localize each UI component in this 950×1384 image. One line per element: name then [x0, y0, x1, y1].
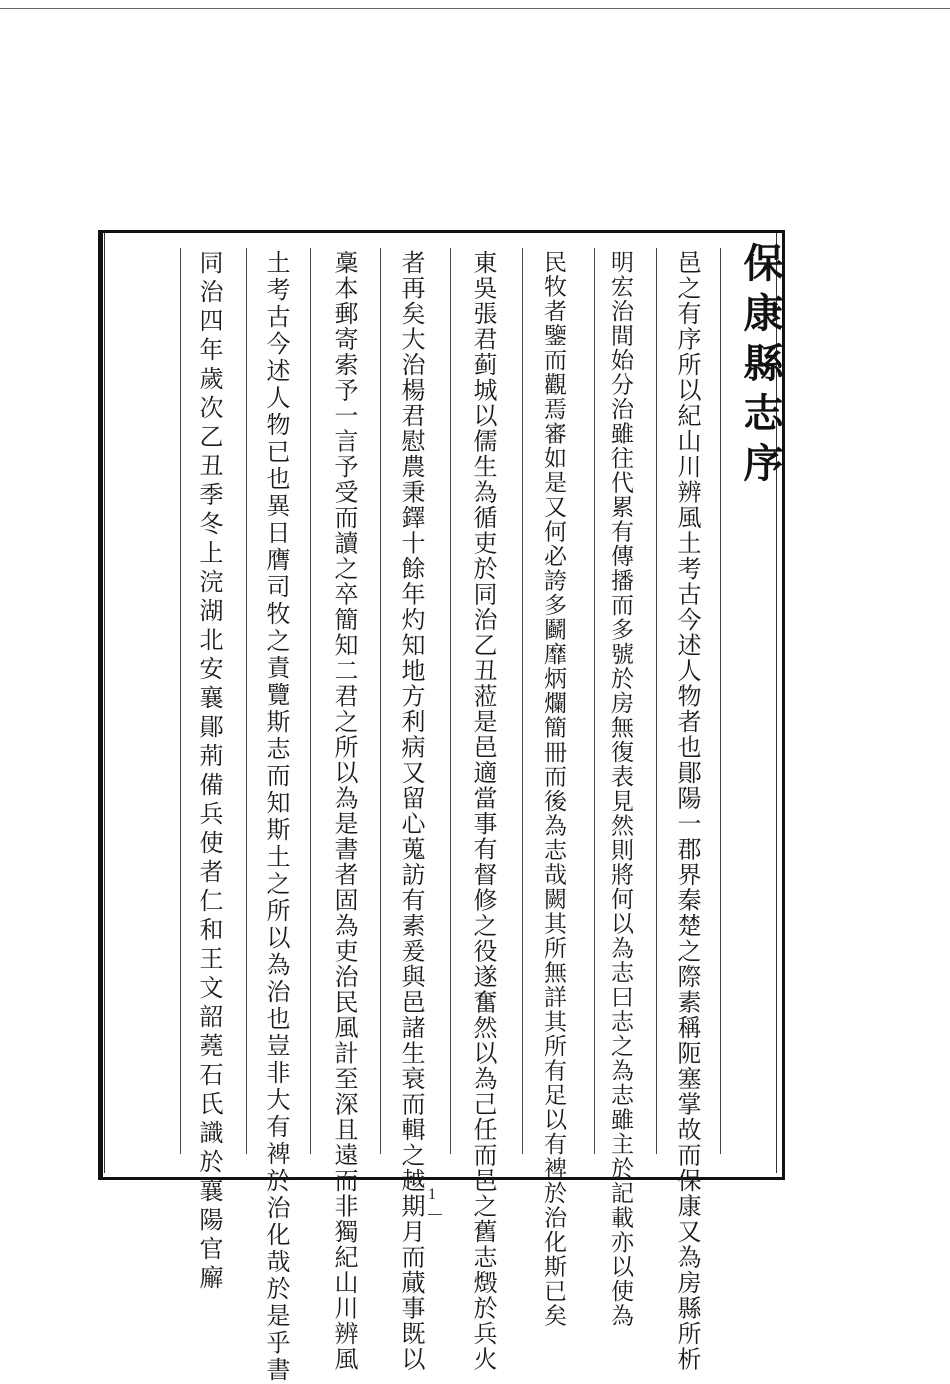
- column-rule: [380, 248, 381, 1154]
- column-rule: [180, 248, 181, 1154]
- text-column: 者再矣大治楊君慰農秉鐸十餘年灼知地方利病又留心蒐訪有素爰與邑諸生衰而輯之越期月而蕆事既以: [397, 250, 425, 1372]
- column-rule: [522, 248, 523, 1154]
- text-column: 東吳張君蓟城以儒生為循吏於同治乙丑蒞是邑適當事有督修之役遂奮然以為己任而邑之舊志燬於兵火: [469, 250, 497, 1372]
- top-rule: [0, 8, 950, 9]
- text-column: 同治四年歲次乙丑季冬上浣湖北安襄鄖荊備兵使者仁和王文韶蕘石氏識於襄陽官廨: [195, 250, 223, 1294]
- text-column: 邑之有序所以紀山川辨風土考古今述人物者也鄖陽一郡界秦楚之際素稱阨塞掌故而保康又為房縣所析: [673, 250, 701, 1372]
- column-rule: [656, 248, 657, 1154]
- column-rule: [310, 248, 311, 1154]
- column-rule: [246, 248, 247, 1154]
- page-number-dash: [428, 1214, 442, 1215]
- document-title: 保康縣志序: [737, 242, 784, 492]
- frame-inner-line-left: [104, 233, 105, 1173]
- text-column: 稾本郵寄索予一言予受而讀之卒簡知二君之所以為是書者固為吏治民風計至深且遠而非獨紀山川辨風: [330, 250, 358, 1372]
- text-column: 民牧者鑒而觀焉審如是又何必誇多鬬靡炳爛簡冊而後為志哉闕其所無詳其所有足以有裨於治化斯已矣: [540, 250, 566, 1328]
- page-number: 1: [428, 1186, 436, 1203]
- column-rule: [450, 248, 451, 1154]
- column-rule: [594, 248, 595, 1154]
- text-column: 明宏治間始分治雖往代累有傳播而多號於房無復表見然則將何以為志曰志之為志雖主於記載亦以使為: [607, 250, 633, 1328]
- text-column: 土考古今述人物已也異日膺司牧之責覽斯志而知斯土之所以為治也豈非大有裨於治化哉於是乎書: [262, 250, 290, 1384]
- column-rule: [720, 248, 721, 1154]
